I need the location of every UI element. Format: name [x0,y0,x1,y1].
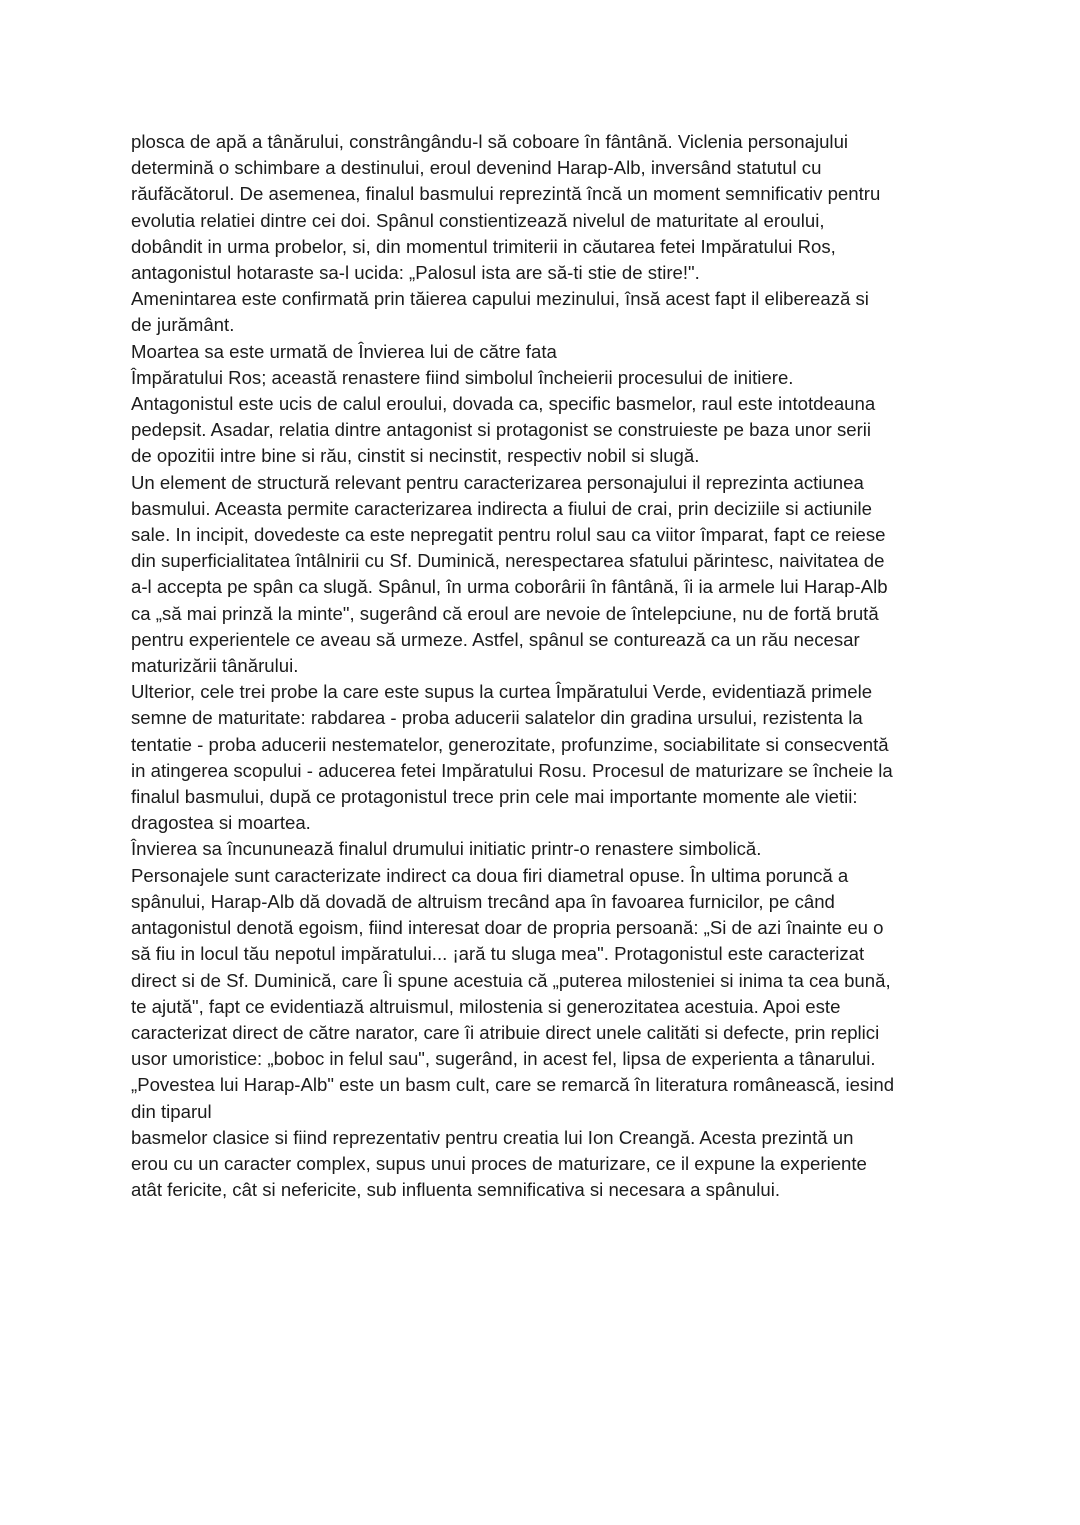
text-line: tentatie - proba aducerii nestematelor, generozitate, profunzime, sociabilitate si consecventă [131,733,889,755]
text-line: să fiu in locul tău nepotul impăratului... ¡ară tu sluga mea". Protagonistul este caracterizat [131,943,865,965]
document-body-text [131,129,961,1203]
text-line: plosca de apă a tânărului, constrângându-l să coboare în fântână. Viclenia personajului [131,131,849,152]
text-line: dobândit in urma probelor, si, din momentul trimiterii in căutarea fetei Impăratului Ros, [131,235,836,257]
text-line: Moartea sa este urmată de Învierea lui de către fata [131,340,557,362]
text-line: răufăcătorul. De asemenea, finalul basmului reprezintă încă un moment semnificativ pentru [131,183,881,205]
text-line: maturizării tânărului. [131,655,299,677]
text-line: Ulterior, cele trei probe la care este supus la curtea Împăratului Verde, evidentiază primele [131,681,873,703]
text-line: Învierea sa încununează finalul drumului initiatic printr-o renastere simbolică. [131,838,762,860]
text-line: „Povestea lui Harap-Alb" este un basm cult, care se remarcă în literatura românească, iesind [131,1074,895,1096]
text-line: direct si de Sf. Duminică, care Îi spune acestuia că „puterea milosteniei si inima ta cea bună, [131,969,891,991]
text-line: Împăratului Ros; această renastere fiind simbolul încheierii procesului de initiere. [131,366,794,388]
text-line: ca „să mai prinză la minte", sugerând că eroul are nevoie de întelepciune, nu de fortă brută [131,602,879,624]
text-line: pentru experientele ce aveau să urmeze. Astfel, spânul se conturează ca un rău necesar [131,628,860,650]
text-line: basmului. Aceasta permite caracterizarea indirecta a fiului de crai, prin deciziile si actiunile [131,497,872,519]
text-line: de jurământ. [131,314,235,336]
text-line: Amenintarea este confirmată prin tăierea capului mezinului, însă acest fapt il eliberează si [131,288,869,310]
text-line: sale. In incipit, dovedeste ca este nepregatit pentru rolul sau ca viitor împarat, fapt ce reiese [131,524,886,546]
text-line: Personajele sunt caracterizate indirect ca doua firi diametral opuse. În ultima poruncă a [131,864,849,886]
text-line: pedepsit. Asadar, relatia dintre antagonist si protagonist se construieste pe baza unor serii [131,419,872,441]
text-line: Un element de structură relevant pentru caracterizarea personajului il reprezinta actiunea [131,471,864,493]
text-line: a-l accepta pe spân ca slugă. Spânul, în urma coborârii în fântână, îi ia armele lui Harap-Alb [131,576,888,598]
text-line: erou cu un caracter complex, supus unui proces de maturizare, ce il expune la experiente [131,1152,867,1174]
text-line: antagonistul denotă egoism, fiind interesat doar de propria persoană: „Si de azi înainte eu o [131,917,884,939]
text-line: finalul basmului, după ce protagonistul trece prin cele mai importante momente ale vietii: [131,786,858,808]
text-line: atât fericite, cât si nefericite, sub influenta semnificativa si necesara a spânului. [131,1179,781,1201]
text-line: dragostea si moartea. [131,812,311,834]
text-line: evolutia relatiei dintre cei doi. Spânul constientizează nivelul de maturitate al eroului, [131,209,825,231]
text-line: semne de maturitate: rabdarea - proba aducerii salatelor din gradina ursului, rezistenta la [131,707,863,729]
text-line: spânului, Harap-Alb dă dovadă de altruism trecând apa în favoarea furnicilor, pe când [131,890,835,912]
text-line: determină o schimbare a destinului, eroul devenind Harap-Alb, inversând statutul cu [131,157,822,179]
text-line: basmelor clasice si fiind reprezentativ pentru creatia lui Ion Creangă. Acesta prezintă un [131,1126,854,1148]
text-line: usor umoristice: „boboc in felul sau", sugerând, in acest fel, lipsa de experienta a tânarului. [131,1048,876,1070]
text-line: din superficialitatea întâlnirii cu Sf. Duminică, nerespectarea sfatului părintesc, naivitatea de [131,550,885,572]
text-line: de opozitii intre bine si rău, cinstit si necinstit, respectiv nobil si slugă. [131,445,700,467]
text-line: caracterizat direct de către narator, care îi atribuie direct unele calităti si defecte, prin replici [131,1021,880,1043]
text-line: in atingerea scopului - aducerea fetei Impăratului Rosu. Procesul de maturizare se încheie la [131,759,893,781]
text-line: antagonistul hotaraste sa-l ucida: „Palosul ista are să-ti stie de stire!". [131,262,700,284]
text-line: te ajută", fapt ce evidentiază altruismul, milostenia si generozitatea acestuia. Apoi este [131,995,841,1017]
text-line: din tiparul [131,1100,212,1122]
text-line: Antagonistul este ucis de calul eroului, dovada ca, specific basmelor, raul este intotdeauna [131,393,876,415]
